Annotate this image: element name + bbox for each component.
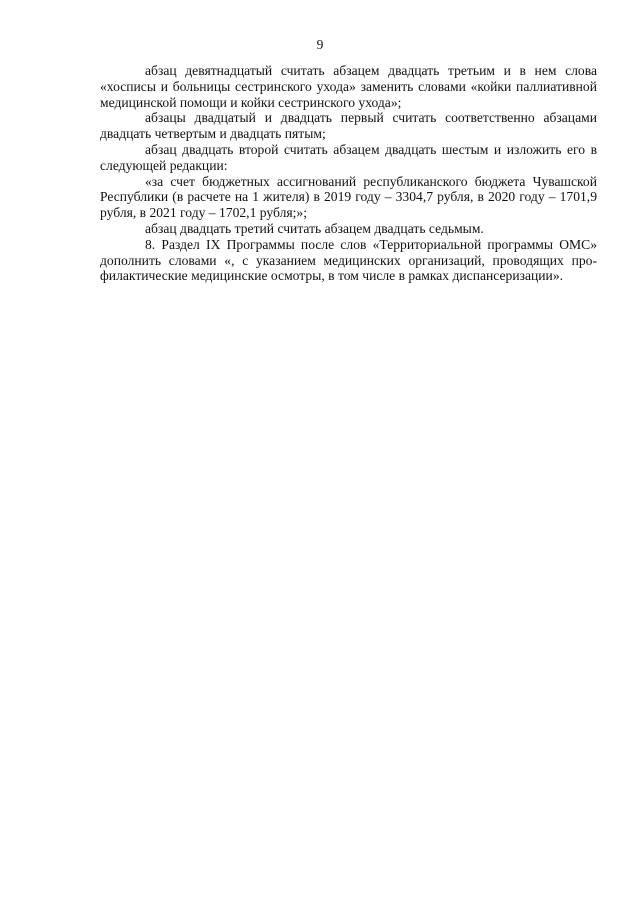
paragraph-1: абзац девятнадцатый считать абзацем двадцать третьим и в нем слова «хосписы и больницы сестринского ухода» заменить словами «койки паллиативной медицинской помощи и койки сестринского ухода»; [100, 63, 597, 110]
paragraph-5: абзац двадцать третий считать абзацем двадцать седьмым. [145, 220, 484, 236]
page-number: 9 [316, 37, 324, 52]
paragraph-4: «за счет бюджетных ассигнований республиканского бюджета Чувашской Республики (в расчете на 1 жителя) в 2019 году – 3304,7 рубля, в 2020 году – 1701,9 рубля, в 2021 году – 1702,1 рубля;»; [100, 173, 597, 221]
paragraph-2: абзацы двадцатый и двадцать первый считать соответственно абзацами двадцать четвертым и двадцать пятым; [100, 110, 597, 142]
paragraph-3: абзац двадцать второй считать абзацем двадцать шестым и изложить его в следующей редакции: [100, 141, 597, 173]
document-body [100, 63, 597, 284]
paragraph-6-section-8: 8. Раздел IX Программы после слов «Территориальной программы ОМС» дополнить словами «, с указанием медицинских организаций, проводящих профилактические медицинские осмотры, в том числе в рамках диспансеризации». [100, 236, 597, 284]
